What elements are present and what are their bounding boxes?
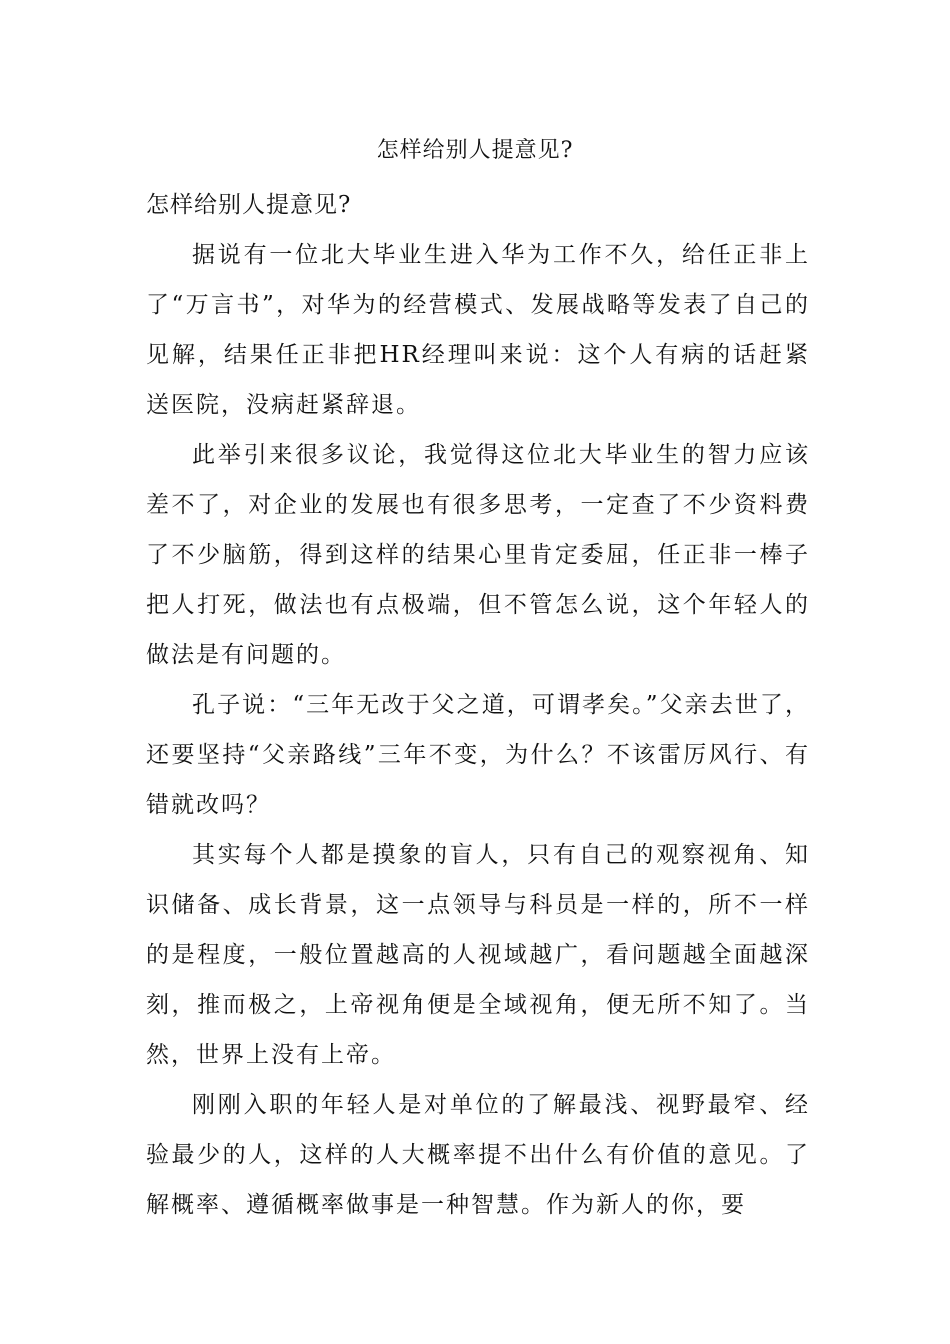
document-body: [146, 180, 810, 1230]
document-title: 怎样给别人提意见?: [376, 138, 574, 163]
paragraph: 刚刚入职的年轻人是对单位的了解最浅、视野最窄、经验最少的人，这样的人大概率提不出什么有价值的意见。了解概率、遵循概率做事是一种智慧。作为新人的你，要: [146, 1092, 810, 1218]
paragraph: 孔子说：“三年无改于父之道，可谓孝矣。”父亲去世了，还要坚持“父亲路线”三年不变，为什么？不该雷厉风行、有错就改吗？: [146, 692, 810, 818]
paragraph: 据说有一位北大毕业生进入华为工作不久，给任正非上了“万言书”，对华为的经营模式、发展战略等发表了自己的见解，结果任正非把HR经理叫来说：这个人有病的话赶紧送医院，没病赶紧辞退。: [146, 242, 810, 418]
paragraph: 其实每个人都是摸象的盲人，只有自己的观察视角、知识储备、成长背景，这一点领导与科员是一样的，所不一样的是程度，一般位置越高的人视域越广，看问题越全面越深刻，推而极之，上帝视角便是全域视角，便无所不知了。当然，世界上没有上帝。: [146, 842, 810, 1068]
document-subtitle: 怎样给别人提意见?: [146, 192, 352, 218]
paragraph: 此举引来很多议论，我觉得这位北大毕业生的智力应该差不了，对企业的发展也有很多思考，一定查了不少资料费了不少脑筋，得到这样的结果心里肯定委屈，任正非一棒子把人打死，做法也有点极端，但不管怎么说，这个年轻人的做法是有问题的。: [146, 442, 810, 668]
